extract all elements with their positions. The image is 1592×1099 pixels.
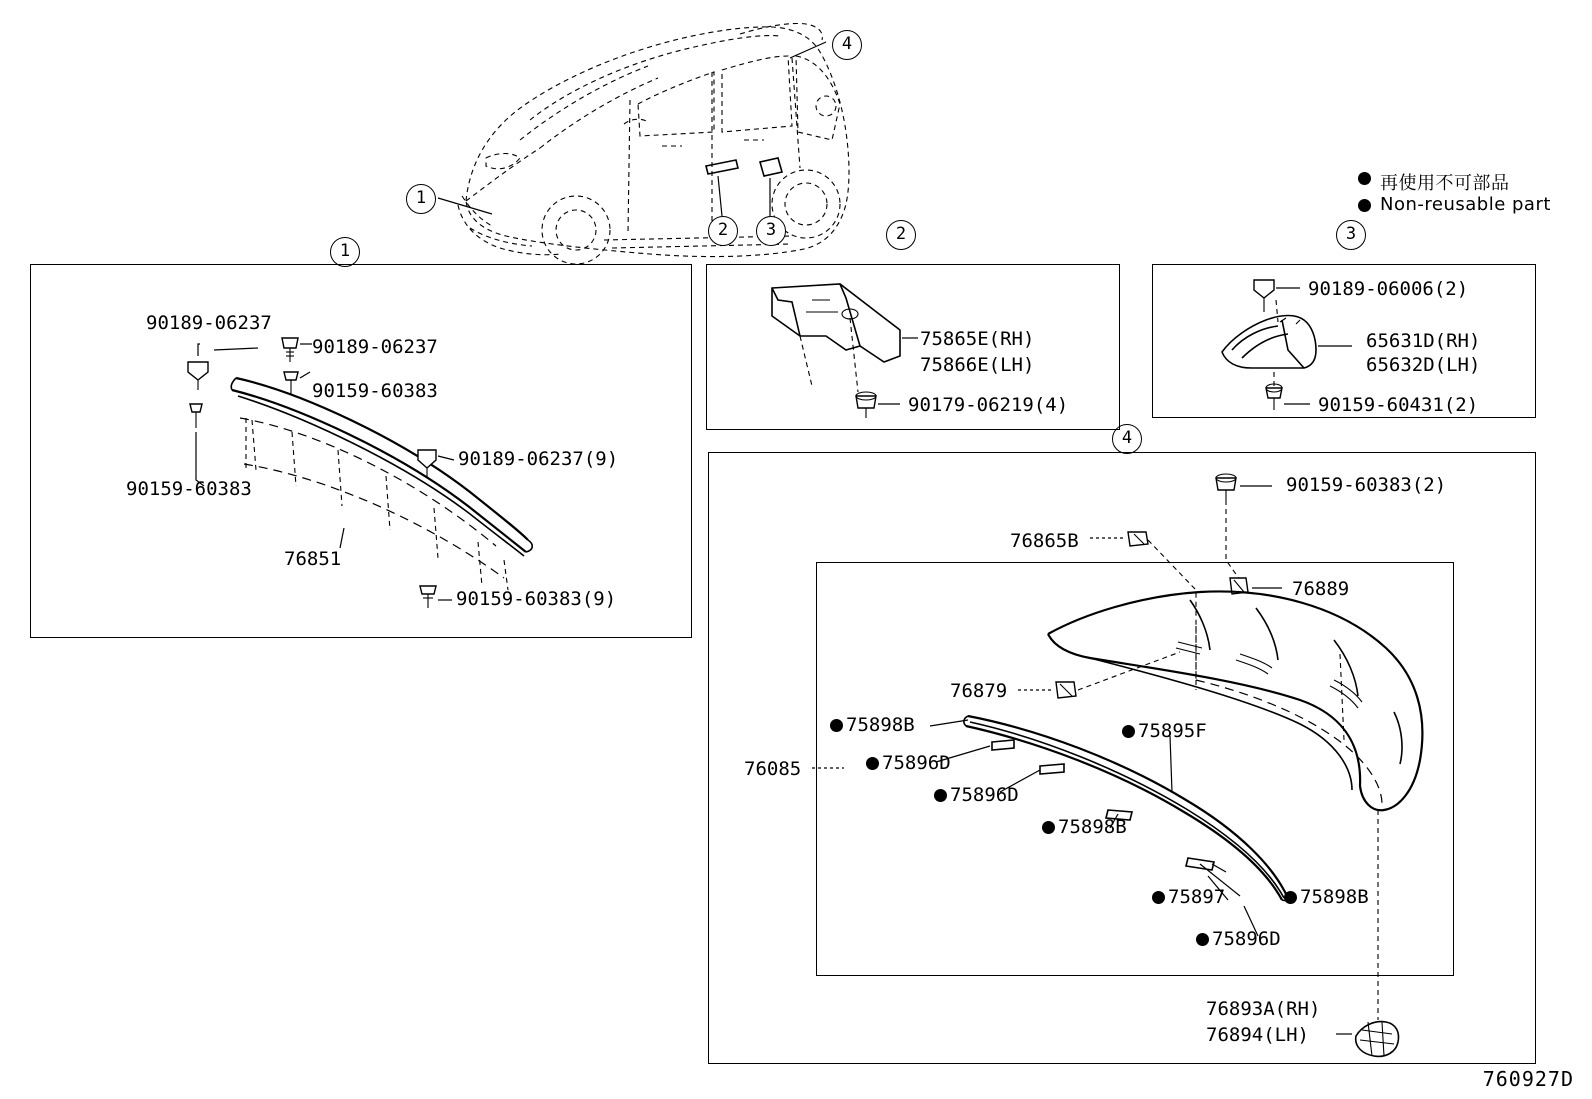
car-part-rocker-indicator [706, 160, 738, 216]
part-code-75866E-lh: 75866E(LH) [920, 354, 1035, 376]
part-code-75898B-c: 75898B [1300, 886, 1369, 908]
callout-4-on-vehicle[interactable]: 4 [832, 30, 862, 60]
part-code-76879: 76879 [950, 680, 1008, 702]
nonreusable-marker-75898B-c [1284, 891, 1297, 904]
part-code-75897: 75897 [1168, 886, 1226, 908]
legend-marker-jp [1358, 172, 1371, 185]
panel-1-header: 1 [330, 237, 360, 267]
part-code-65631D-rh: 65631D(RH) [1366, 330, 1481, 352]
legend-marker-en [1358, 199, 1371, 212]
nonreusable-marker-75898B-b [1042, 821, 1055, 834]
part-code-76894-lh: 76894(LH) [1206, 1024, 1309, 1046]
part-code-90159-60431-2: 90159-60431(2) [1318, 394, 1479, 416]
part-code-75896D-b: 75896D [950, 784, 1019, 806]
nonreusable-marker-75896D-b [934, 789, 947, 802]
nonreusable-marker-75898B-a [830, 719, 843, 732]
document-id: 760927D [1482, 1067, 1574, 1091]
part-code-90189-06237-a: 90189-06237 [146, 312, 272, 334]
part-code-75865E-rh: 75865E(RH) [920, 328, 1035, 350]
panel-3-header: 3 [1336, 220, 1366, 250]
part-code-90159-60383-b: 90159-60383 [126, 478, 252, 500]
vehicle-outline [458, 23, 849, 264]
panel-4-header: 4 [1112, 424, 1142, 454]
part-code-75896D-a: 75896D [882, 752, 951, 774]
part-code-90159-60383-2: 90159-60383(2) [1286, 474, 1447, 496]
part-code-75898B-b: 75898B [1058, 816, 1127, 838]
callout-2-on-vehicle[interactable]: 2 [708, 216, 738, 246]
part-code-65632D-lh: 65632D(LH) [1366, 354, 1481, 376]
part-code-90179-06219-4: 90179-06219(4) [908, 394, 1069, 416]
leader-callout-4 [790, 42, 826, 58]
nonreusable-marker-75897 [1152, 891, 1165, 904]
part-code-75895F: 75895F [1138, 720, 1207, 742]
callout-3-on-vehicle[interactable]: 3 [756, 216, 786, 246]
leader-callout-1 [438, 198, 492, 214]
part-code-90189-06237-b: 90189-06237 [312, 336, 438, 358]
nonreusable-marker-75896D-a [866, 757, 879, 770]
legend-label-en: Non-reusable part [1380, 194, 1551, 215]
part-code-90189-06006-2: 90189-06006(2) [1308, 278, 1469, 300]
panel-2-header: 2 [886, 220, 916, 250]
car-part-mudguard-indicator [760, 158, 782, 216]
part-code-90189-06237-9: 90189-06237(9) [458, 448, 619, 470]
part-code-76085: 76085 [744, 758, 802, 780]
nonreusable-marker-75895F [1122, 725, 1135, 738]
part-code-90159-60383-9: 90159-60383(9) [456, 588, 617, 610]
part-code-76889: 76889 [1292, 578, 1350, 600]
part-code-76865B: 76865B [1010, 530, 1079, 552]
legend-label-jp: 再使用不可部品 [1380, 173, 1510, 194]
part-code-90159-60383-a: 90159-60383 [312, 380, 438, 402]
nonreusable-marker-75896D-c [1196, 933, 1209, 946]
part-code-75896D-c: 75896D [1212, 928, 1281, 950]
callout-1-on-vehicle[interactable]: 1 [406, 184, 436, 214]
part-code-76893A-rh: 76893A(RH) [1206, 998, 1321, 1020]
part-code-75898B-a: 75898B [846, 714, 915, 736]
part-code-76851: 76851 [284, 548, 342, 570]
